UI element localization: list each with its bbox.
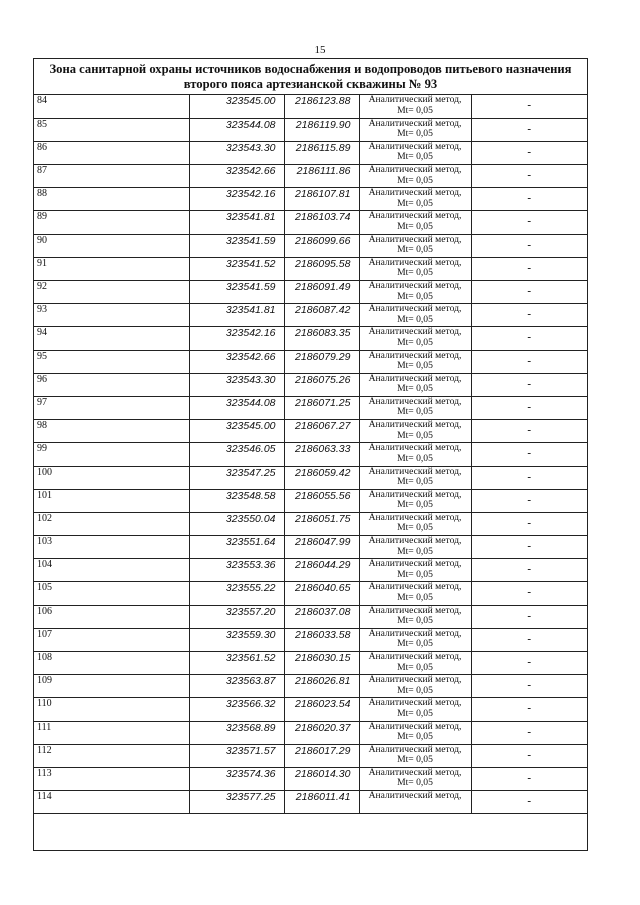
description-cell: - <box>471 721 587 744</box>
y-coordinate-cell: 2186099.66 <box>284 234 359 257</box>
method-text: Аналитический метод, <box>368 326 462 338</box>
x-coordinate-cell: 323550.04 <box>189 512 284 535</box>
x-coordinate-cell: 323542.16 <box>189 327 284 350</box>
method-cell <box>359 165 471 188</box>
method-text: Аналитический метод, <box>368 535 462 547</box>
table-row <box>34 791 587 814</box>
x-coordinate-cell: 323561.52 <box>189 652 284 675</box>
method-text: Аналитический метод, <box>368 349 462 361</box>
y-coordinate-cell: 2186067.27 <box>284 420 359 443</box>
method-cell <box>359 744 471 767</box>
x-coordinate-cell: 323566.32 <box>189 698 284 721</box>
accuracy-text: Mt= 0,05 <box>397 731 433 743</box>
method-text: Аналитический метод, <box>368 187 462 199</box>
accuracy-text: Mt= 0,05 <box>397 104 433 116</box>
accuracy-text: Mt= 0,05 <box>397 174 433 186</box>
method-text: Аналитический метод, <box>368 303 462 315</box>
title-line-1: Зона санитарной охраны источников водоснабжения и водопроводов питьевого назначения <box>49 62 572 76</box>
point-number-cell: 91 <box>34 257 189 280</box>
description-cell: - <box>471 420 587 443</box>
y-coordinate-cell: 2186017.29 <box>284 744 359 767</box>
table-row <box>34 559 587 582</box>
y-coordinate-cell: 2186123.88 <box>284 95 359 118</box>
description-cell: - <box>471 466 587 489</box>
description-cell: - <box>471 559 587 582</box>
y-coordinate-cell: 2186014.30 <box>284 767 359 790</box>
y-coordinate-cell: 2186103.74 <box>284 211 359 234</box>
accuracy-text: Mt= 0,05 <box>397 267 433 279</box>
description-cell: - <box>471 582 587 605</box>
point-number-cell: 104 <box>34 559 189 582</box>
table-row <box>34 443 587 466</box>
description-cell: - <box>471 767 587 790</box>
method-text: Аналитический метод, <box>368 627 462 639</box>
point-number-cell: 84 <box>34 95 189 118</box>
point-number-cell: 112 <box>34 744 189 767</box>
method-text: Аналитический метод, <box>368 674 462 686</box>
x-coordinate-cell: 323555.22 <box>189 582 284 605</box>
description-cell: - <box>471 628 587 651</box>
point-number-cell: 93 <box>34 304 189 327</box>
point-number-cell: 102 <box>34 512 189 535</box>
x-coordinate-cell: 323541.52 <box>189 257 284 280</box>
x-coordinate-cell: 323544.08 <box>189 396 284 419</box>
description-cell: - <box>471 536 587 559</box>
method-text: Аналитический метод, <box>368 511 462 523</box>
method-cell <box>359 420 471 443</box>
description-cell: - <box>471 304 587 327</box>
description-cell: - <box>471 165 587 188</box>
point-number-cell: 89 <box>34 211 189 234</box>
y-coordinate-cell: 2186030.15 <box>284 652 359 675</box>
accuracy-text: Mt= 0,05 <box>397 499 433 511</box>
table-row <box>34 512 587 535</box>
title-line-2: второго пояса артезианской скважины № 93 <box>183 77 438 91</box>
y-coordinate-cell: 2186083.35 <box>284 327 359 350</box>
method-text: Аналитический метод, <box>368 604 462 616</box>
y-coordinate-cell: 2186011.41 <box>284 791 359 814</box>
point-number-cell: 114 <box>34 791 189 814</box>
x-coordinate-cell: 323543.30 <box>189 373 284 396</box>
method-text: Аналитический метод, <box>368 442 462 454</box>
accuracy-text: Mt= 0,05 <box>397 336 433 348</box>
description-cell: - <box>471 95 587 118</box>
method-text: Аналитический метод, <box>368 743 462 755</box>
description-cell: - <box>471 652 587 675</box>
description-cell: - <box>471 791 587 814</box>
point-number-cell: 110 <box>34 698 189 721</box>
point-number-cell: 94 <box>34 327 189 350</box>
table-row <box>34 350 587 373</box>
point-number-cell: 85 <box>34 118 189 141</box>
accuracy-text: Mt= 0,05 <box>397 568 433 580</box>
x-coordinate-cell: 323541.59 <box>189 281 284 304</box>
accuracy-text: Mt= 0,05 <box>397 522 433 534</box>
table-row <box>34 466 587 489</box>
method-cell <box>359 257 471 280</box>
accuracy-text: Mt= 0,05 <box>397 661 433 673</box>
description-cell: - <box>471 234 587 257</box>
method-cell <box>359 211 471 234</box>
y-coordinate-cell: 2186095.58 <box>284 257 359 280</box>
description-cell: - <box>471 373 587 396</box>
accuracy-text: Mt= 0,05 <box>397 777 433 789</box>
x-coordinate-cell: 323563.87 <box>189 675 284 698</box>
table-row <box>34 605 587 628</box>
x-coordinate-cell: 323577.25 <box>189 791 284 814</box>
y-coordinate-cell: 2186047.99 <box>284 536 359 559</box>
y-coordinate-cell: 2186119.90 <box>284 118 359 141</box>
x-coordinate-cell: 323542.16 <box>189 188 284 211</box>
method-cell <box>359 188 471 211</box>
y-coordinate-cell: 2186020.37 <box>284 721 359 744</box>
method-text: Аналитический метод, <box>368 488 462 500</box>
method-text: Аналитический метод, <box>368 94 462 105</box>
method-text: Аналитический метод, <box>368 395 462 407</box>
method-cell <box>359 443 471 466</box>
y-coordinate-cell: 2186023.54 <box>284 698 359 721</box>
y-coordinate-cell: 2186044.29 <box>284 559 359 582</box>
coordinates-table <box>34 95 587 814</box>
table-row <box>34 95 587 118</box>
accuracy-text: Mt= 0,05 <box>397 429 433 441</box>
method-text: Аналитический метод, <box>368 697 462 709</box>
description-cell: - <box>471 698 587 721</box>
method-text: Аналитический метод, <box>368 581 462 593</box>
method-text: Аналитический метод, <box>368 233 462 245</box>
accuracy-text: Mt= 0,05 <box>397 591 433 603</box>
table-row <box>34 165 587 188</box>
table-row <box>34 628 587 651</box>
table-row <box>34 234 587 257</box>
x-coordinate-cell: 323568.89 <box>189 721 284 744</box>
method-text: Аналитический метод, <box>368 651 462 662</box>
description-cell: - <box>471 188 587 211</box>
method-text: Аналитический метод, <box>368 465 462 477</box>
accuracy-text: Mt= 0,05 <box>397 244 433 256</box>
point-number-cell: 109 <box>34 675 189 698</box>
method-cell <box>359 327 471 350</box>
point-number-cell: 100 <box>34 466 189 489</box>
accuracy-text: Mt= 0,05 <box>397 638 433 650</box>
point-number-cell: 90 <box>34 234 189 257</box>
table-row <box>34 373 587 396</box>
table-row <box>34 420 587 443</box>
accuracy-text: Mt= 0,05 <box>397 360 433 372</box>
x-coordinate-cell: 323546.05 <box>189 443 284 466</box>
method-cell <box>359 559 471 582</box>
y-coordinate-cell: 2186087.42 <box>284 304 359 327</box>
point-number-cell: 101 <box>34 489 189 512</box>
point-number-cell: 96 <box>34 373 189 396</box>
method-cell <box>359 582 471 605</box>
table-row <box>34 489 587 512</box>
method-text: Аналитический метод, <box>368 720 462 732</box>
method-text: Аналитический метод, <box>368 117 462 129</box>
point-number-cell: 87 <box>34 165 189 188</box>
table-row <box>34 118 587 141</box>
x-coordinate-cell: 323542.66 <box>189 165 284 188</box>
x-coordinate-cell: 323553.36 <box>189 559 284 582</box>
accuracy-text: Mt= 0,05 <box>397 754 433 766</box>
method-cell <box>359 512 471 535</box>
description-cell: - <box>471 281 587 304</box>
x-coordinate-cell: 323545.00 <box>189 95 284 118</box>
method-text: Аналитический метод, <box>368 256 462 268</box>
accuracy-text: Mt= 0,05 <box>397 151 433 163</box>
point-number-cell: 111 <box>34 721 189 744</box>
y-coordinate-cell: 2186091.49 <box>284 281 359 304</box>
method-text: Аналитический метод, <box>368 766 462 778</box>
accuracy-text: Mt= 0,05 <box>397 383 433 395</box>
method-cell <box>359 141 471 164</box>
description-cell: - <box>471 443 587 466</box>
description-cell: - <box>471 141 587 164</box>
method-text: Аналитический метод, <box>368 210 462 222</box>
method-cell <box>359 652 471 675</box>
y-coordinate-cell: 2186026.81 <box>284 675 359 698</box>
y-coordinate-cell: 2186115.89 <box>284 141 359 164</box>
method-text: Аналитический метод, <box>368 280 462 291</box>
accuracy-text: Mt= 0,05 <box>397 707 433 719</box>
table-row <box>34 327 587 350</box>
method-cell <box>359 791 471 814</box>
table-row <box>34 652 587 675</box>
method-cell <box>359 489 471 512</box>
method-text: Аналитический метод, <box>368 419 462 431</box>
point-number-cell: 95 <box>34 350 189 373</box>
description-cell: - <box>471 512 587 535</box>
table-row <box>34 396 587 419</box>
method-cell <box>359 605 471 628</box>
point-number-cell: 108 <box>34 652 189 675</box>
method-text: Аналитический метод, <box>368 164 462 176</box>
method-cell <box>359 536 471 559</box>
accuracy-text: Mt= 0,05 <box>397 220 433 232</box>
description-cell: - <box>471 605 587 628</box>
x-coordinate-cell: 323543.30 <box>189 141 284 164</box>
table-row <box>34 257 587 280</box>
table-row <box>34 721 587 744</box>
y-coordinate-cell: 2186040.65 <box>284 582 359 605</box>
accuracy-text: Mt= 0,05 <box>397 406 433 418</box>
table-row <box>34 582 587 605</box>
y-coordinate-cell: 2186063.33 <box>284 443 359 466</box>
point-number-cell: 99 <box>34 443 189 466</box>
method-cell <box>359 675 471 698</box>
x-coordinate-cell: 323557.20 <box>189 605 284 628</box>
description-cell: - <box>471 327 587 350</box>
method-cell <box>359 628 471 651</box>
table-row <box>34 675 587 698</box>
y-coordinate-cell: 2186079.29 <box>284 350 359 373</box>
x-coordinate-cell: 323574.36 <box>189 767 284 790</box>
x-coordinate-cell: 323551.64 <box>189 536 284 559</box>
accuracy-text: Mt= 0,05 <box>397 684 433 696</box>
method-cell <box>359 304 471 327</box>
method-cell <box>359 350 471 373</box>
accuracy-text: Mt= 0,05 <box>397 476 433 487</box>
method-text: Аналитический метод, <box>368 790 462 802</box>
method-cell <box>359 767 471 790</box>
method-cell <box>359 234 471 257</box>
y-coordinate-cell: 2186037.08 <box>284 605 359 628</box>
point-number-cell: 107 <box>34 628 189 651</box>
table-row <box>34 304 587 327</box>
method-cell <box>359 466 471 489</box>
y-coordinate-cell: 2186051.75 <box>284 512 359 535</box>
table-row <box>34 141 587 164</box>
table-body <box>34 95 587 814</box>
accuracy-text: Mt= 0,05 <box>397 290 433 302</box>
method-cell <box>359 95 471 118</box>
table-row <box>34 767 587 790</box>
x-coordinate-cell: 323547.25 <box>189 466 284 489</box>
accuracy-text: Mt= 0,05 <box>397 313 433 325</box>
description-cell: - <box>471 396 587 419</box>
table-row <box>34 188 587 211</box>
page-number: 15 <box>314 44 326 56</box>
method-cell <box>359 698 471 721</box>
accuracy-text: Mt= 0,05 <box>397 452 433 464</box>
method-text: Аналитический метод, <box>368 140 462 152</box>
point-number-cell: 106 <box>34 605 189 628</box>
y-coordinate-cell: 2186111.86 <box>284 165 359 188</box>
point-number-cell: 113 <box>34 767 189 790</box>
point-number-cell: 88 <box>34 188 189 211</box>
table-row <box>34 281 587 304</box>
table-title <box>34 59 587 95</box>
description-cell: - <box>471 118 587 141</box>
description-cell: - <box>471 675 587 698</box>
table-row <box>34 698 587 721</box>
accuracy-text: Mt= 0,05 <box>397 545 433 557</box>
method-cell <box>359 118 471 141</box>
accuracy-text: Mt= 0,05 <box>397 197 433 209</box>
method-cell <box>359 281 471 304</box>
table-row <box>34 211 587 234</box>
description-cell: - <box>471 489 587 512</box>
y-coordinate-cell: 2186055.56 <box>284 489 359 512</box>
y-coordinate-cell: 2186071.25 <box>284 396 359 419</box>
y-coordinate-cell: 2186033.58 <box>284 628 359 651</box>
description-cell: - <box>471 744 587 767</box>
x-coordinate-cell: 323548.58 <box>189 489 284 512</box>
y-coordinate-cell: 2186075.26 <box>284 373 359 396</box>
x-coordinate-cell: 323541.81 <box>189 304 284 327</box>
description-cell: - <box>471 257 587 280</box>
x-coordinate-cell: 323571.57 <box>189 744 284 767</box>
coordinates-table-frame <box>33 58 588 851</box>
method-cell <box>359 373 471 396</box>
x-coordinate-cell: 323544.08 <box>189 118 284 141</box>
point-number-cell: 98 <box>34 420 189 443</box>
point-number-cell: 97 <box>34 396 189 419</box>
x-coordinate-cell: 323541.81 <box>189 211 284 234</box>
accuracy-text: Mt= 0,05 <box>397 615 433 627</box>
point-number-cell: 92 <box>34 281 189 304</box>
y-coordinate-cell: 2186059.42 <box>284 466 359 489</box>
x-coordinate-cell: 323541.59 <box>189 234 284 257</box>
point-number-cell: 103 <box>34 536 189 559</box>
table-row <box>34 536 587 559</box>
y-coordinate-cell: 2186107.81 <box>284 188 359 211</box>
method-text: Аналитический метод, <box>368 372 462 384</box>
method-cell <box>359 721 471 744</box>
x-coordinate-cell: 323545.00 <box>189 420 284 443</box>
x-coordinate-cell: 323559.30 <box>189 628 284 651</box>
point-number-cell: 105 <box>34 582 189 605</box>
method-cell <box>359 396 471 419</box>
description-cell: - <box>471 211 587 234</box>
table-row <box>34 744 587 767</box>
accuracy-text: Mt= 0,05 <box>397 128 433 140</box>
method-text: Аналитический метод, <box>368 558 462 570</box>
point-number-cell: 86 <box>34 141 189 164</box>
description-cell: - <box>471 350 587 373</box>
x-coordinate-cell: 323542.66 <box>189 350 284 373</box>
